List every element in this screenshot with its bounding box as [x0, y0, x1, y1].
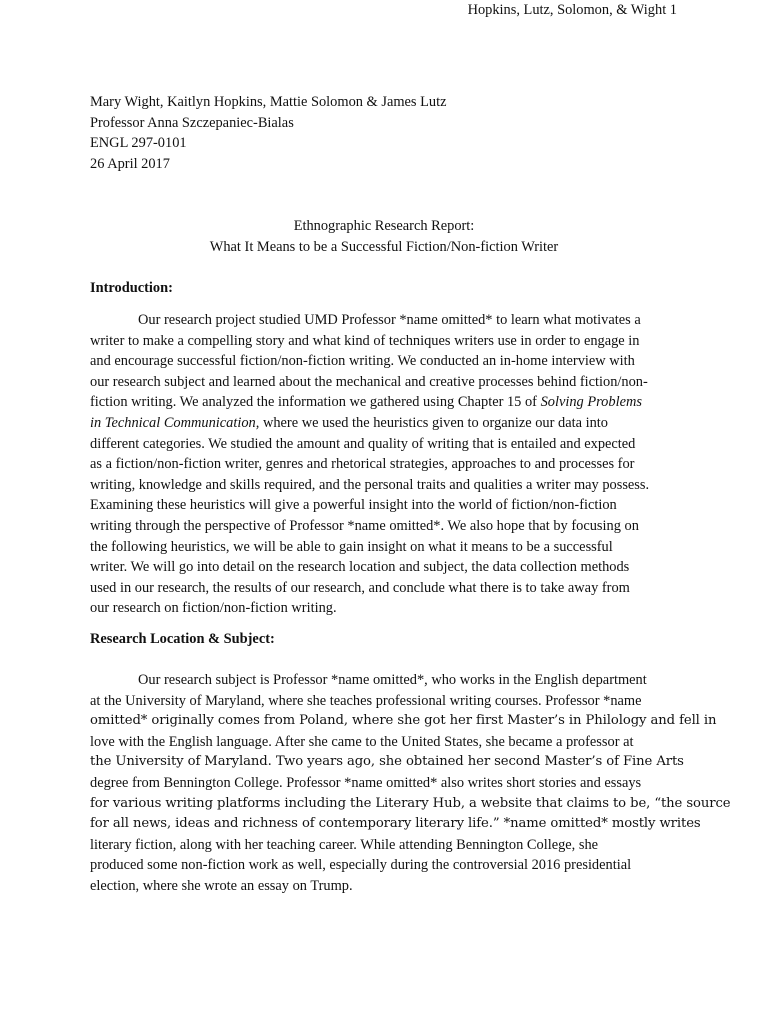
paragraph-line: writer to make a compelling story and what kind of techniques writers use in order to engage in: [90, 332, 640, 349]
title-line-1: Ethnographic Research Report:: [293, 218, 475, 234]
paragraph-line: omitted* originally comes from Poland, where she got her first Master’s in Philology and fell in: [90, 713, 717, 729]
paragraph-line: the following heuristics, we will be able to gain insight on what it means to be a successful: [90, 538, 613, 555]
mla-heading: [90, 92, 447, 174]
paragraph-line: literary fiction, along with her teaching career. While attending Bennington College, she: [90, 836, 599, 853]
paragraph-line: at the University of Maryland, where she teaches professional writing courses. Professor *name: [90, 692, 642, 709]
professor-name: Professor Anna Szczepaniec-Bialas: [90, 114, 294, 131]
research-location-heading: Research Location & Subject:: [90, 631, 275, 647]
introduction-heading: Introduction:: [90, 280, 173, 296]
title-line-2: What It Means to be a Successful Fiction/Non-fiction Writer: [209, 238, 559, 255]
introduction-paragraph: [90, 310, 678, 619]
paragraph-line: for various writing platforms including the Literary Hub, a website that claims to be, “the source: [90, 795, 731, 811]
paragraph-line: different categories. We studied the amount and quality of writing that is entailed and expected: [90, 435, 636, 452]
course-code: ENGL 297-0101: [90, 135, 187, 152]
paragraph-line: [90, 392, 678, 413]
paragraph-line: Examining these heuristics will give a powerful insight into the world of fiction/non-fiction: [90, 497, 617, 514]
paragraph-line: as a fiction/non-fiction writer, genres and rhetorical strategies, approaches to and processes for: [90, 456, 635, 473]
paragraph-line: degree from Bennington College. Professor *name omitted* also writes short stories and essays: [90, 774, 642, 791]
paragraph-line: our research on fiction/non-fiction writing.: [90, 600, 337, 617]
paragraph-line: our research subject and learned about the mechanical and creative processes behind fiction/non-: [90, 373, 648, 390]
authors: Mary Wight, Kaitlyn Hopkins, Mattie Solomon & James Lutz: [90, 94, 447, 110]
paragraph-line: the University of Maryland. Two years ago, she obtained her second Master’s of Fine Arts: [90, 754, 684, 770]
paragraph-line: writing, knowledge and skills required, and the personal traits and qualities a writer may possess.: [90, 476, 650, 493]
paragraph-line: election, where she wrote an essay on Trump.: [90, 877, 353, 894]
book-title-continued: in Technical Communication,: [90, 414, 260, 431]
line-text: fiction writing. We analyzed the information we gathered using Chapter 15 of: [90, 394, 541, 411]
paragraph-line: Our research project studied UMD Professor *name omitted* to learn what motivates a: [138, 312, 641, 328]
date: 26 April 2017: [90, 155, 170, 172]
paragraph-line: and encourage successful fiction/non-fiction writing. We conducted an in-home interview with: [90, 353, 635, 370]
paragraph-line: love with the English language. After she came to the United States, she became a professor at: [90, 733, 634, 750]
paragraph-line: [90, 413, 678, 434]
document-title: [0, 216, 768, 257]
line-text: where we used the heuristics given to organize our data into: [259, 414, 608, 431]
paragraph-line: writer. We will go into detail on the research location and subject, the data collection methods: [90, 559, 630, 576]
research-location-paragraph: [90, 670, 731, 897]
paragraph-line: Our research subject is Professor *name omitted*, who works in the English department: [138, 672, 647, 688]
paragraph-line: used in our research, the results of our research, and conclude what there is to take away from: [90, 579, 630, 596]
book-title: Solving Problems: [540, 394, 642, 411]
paragraph-line: for all news, ideas and richness of contemporary literary life.” *name omitted* mostly writes: [90, 816, 701, 832]
paragraph-line: writing through the perspective of Professor *name omitted*. We also hope that by focusing on: [90, 517, 639, 534]
paragraph-line: produced some non-fiction work as well, especially during the controversial 2016 presidential: [90, 857, 632, 874]
running-head: Hopkins, Lutz, Solomon, & Wight 1: [467, 2, 677, 18]
